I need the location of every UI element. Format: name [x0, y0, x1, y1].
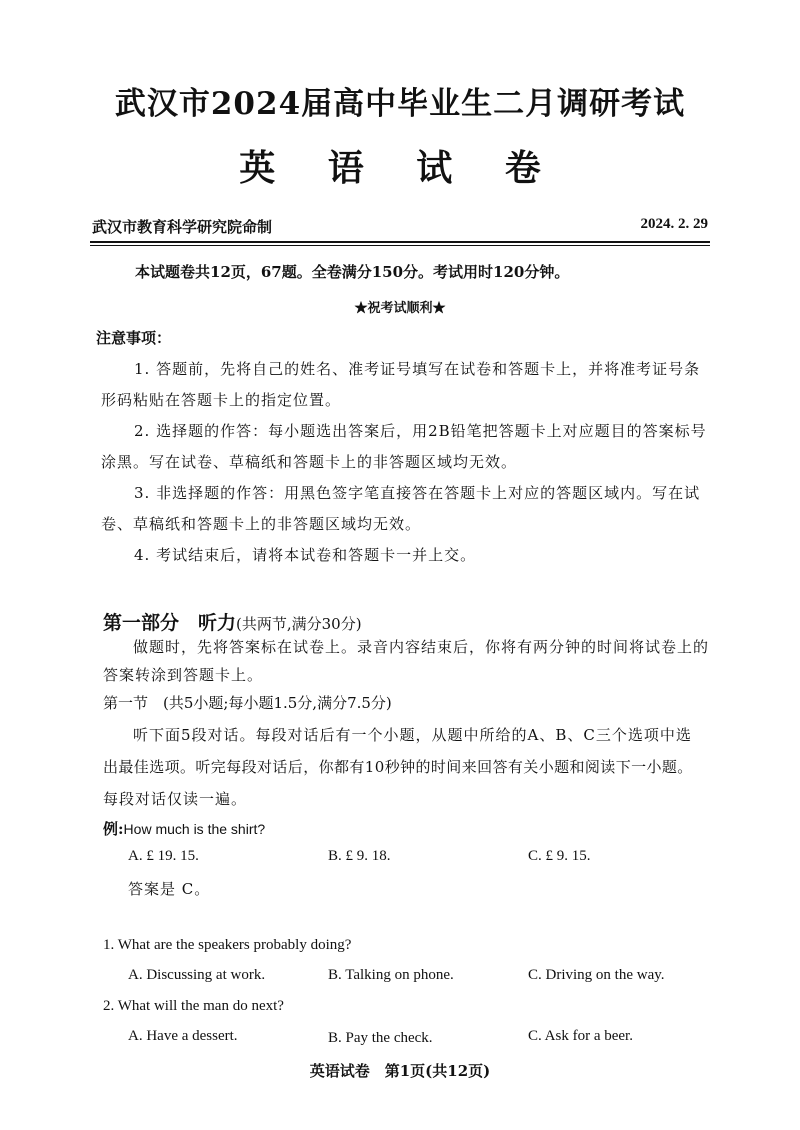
- example-option-a: A. £ 19. 15.: [128, 848, 199, 864]
- example-answer: 答案是 C。: [128, 880, 211, 898]
- question-1-text: What are the speakers probably doing?: [117, 937, 352, 953]
- notice-item-3-line-2: 卷、草稿纸和答题卡上的非答题区域均无效。: [101, 515, 422, 533]
- exam-date: 2024. 2. 29: [640, 216, 708, 232]
- part1-subtitle: (共两节,满分30分): [236, 615, 362, 633]
- example-option-c: C. £ 9. 15.: [528, 848, 591, 864]
- notice-item-2-line-1: 2. 选择题的作答：每小题选出答案后，用2B铅笔把答题卡上对应题目的答案标号: [134, 422, 707, 440]
- good-luck-line: ★祝考试顺利★: [354, 301, 446, 316]
- page-footer: 英语试卷 第1页(共12页): [309, 1062, 491, 1080]
- section1-heading: 第一节 (共5小题;每小题1.5分,满分7.5分): [103, 694, 392, 712]
- section1-instruction-line-1: 听下面5段对话。每段对话后有一个小题，从题中所给的A、B、C三个选项中选: [133, 726, 692, 744]
- part1-intro-line-2: 答案转涂到答题卡上。: [103, 666, 264, 684]
- notice-heading: 注意事项：: [96, 329, 172, 347]
- example-question-text: How much is the shirt?: [123, 821, 266, 837]
- issuer-label: 武汉市教育科学研究院命制: [92, 218, 273, 236]
- question-2-text: What will the man do next?: [117, 998, 284, 1014]
- notice-item-1-line-2: 形码粘贴在答题卡上的指定位置。: [101, 391, 342, 409]
- question-1-number: 1.: [103, 937, 115, 953]
- header-divider: [90, 241, 710, 243]
- paper-subject-title: 英 语 试 卷: [239, 147, 561, 189]
- section1-instruction-line-3: 每段对话仅读一遍。: [103, 790, 248, 808]
- question-2-number: 2.: [103, 998, 115, 1014]
- question-1: [103, 937, 351, 954]
- example-label: 例:: [103, 820, 124, 838]
- question-2: [103, 998, 284, 1015]
- exam-title: 武汉市2024届高中毕业生二月调研考试: [114, 86, 686, 122]
- part1-heading: [103, 608, 362, 635]
- exam-info-line: 本试题卷共12页，67题。全卷满分150分。考试用时120分钟。: [135, 263, 570, 281]
- question-2-option-b: B. Pay the check.: [328, 1030, 433, 1046]
- question-2-option-c: C. Ask for a beer.: [528, 1028, 633, 1044]
- notice-item-3-line-1: 3. 非选择题的作答：用黑色签字笔直接答在答题卡上对应的答题区域内。写在试: [134, 484, 701, 502]
- question-1-option-c: C. Driving on the way.: [528, 967, 665, 983]
- section1-instruction-line-2: 出最佳选项。听完每段对话后，你都有10秒钟的时间来回答有关小题和阅读下一小题。: [103, 758, 693, 776]
- part1-title: 第一部分 听力: [103, 612, 237, 634]
- notice-item-2-line-2: 涂黑。写在试卷、草稿纸和答题卡上的非答题区域均无效。: [101, 453, 518, 471]
- example-question: [103, 818, 265, 839]
- question-2-option-a: A. Have a dessert.: [128, 1028, 238, 1044]
- header-divider-thin: [90, 245, 710, 246]
- notice-item-1-line-1: 1. 答题前，先将自己的姓名、准考证号填写在试卷和答题卡上，并将准考证号条: [134, 360, 701, 378]
- notice-item-4: 4. 考试结束后，请将本试卷和答题卡一并上交。: [134, 546, 477, 564]
- question-1-option-b: B. Talking on phone.: [328, 967, 454, 983]
- example-option-b: B. £ 9. 18.: [328, 848, 391, 864]
- part1-intro-line-1: 做题时，先将答案标在试卷上。录音内容结束后，你将有两分钟的时间将试卷上的: [133, 638, 710, 656]
- question-1-option-a: A. Discussing at work.: [128, 967, 266, 983]
